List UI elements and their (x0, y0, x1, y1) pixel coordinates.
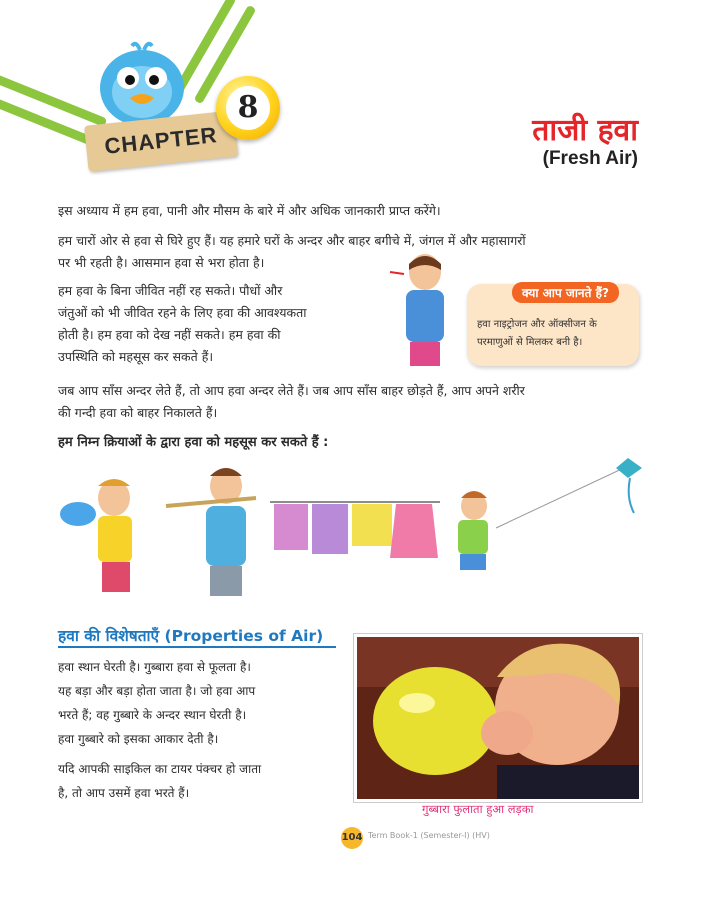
paragraph-line: उपस्थिति को महसूस कर सकते हैं। (58, 349, 214, 364)
girl-flying-kite-icon (458, 458, 642, 570)
page-number: 104 (341, 827, 363, 849)
intro-paragraph: इस अध्याय में हम हवा, पानी और मौसम के बारे में और अधिक जानकारी प्राप्त करेंगे। (58, 203, 441, 218)
properties-line: हवा गुब्बारे को इसका आकार देती है। (58, 732, 219, 746)
paragraph-line: जंतुओं को भी जीवित रहने के लिए हवा की आवश्यकता (58, 305, 307, 320)
paragraph-line: जब आप साँस अन्दर लेते हैं, तो आप हवा अन्दर लेते हैं। जब आप साँस बाहर छोड़ते हैं, आप अपने शरीर (58, 383, 525, 398)
section-heading: हवा की विशेषताएँ (Properties of Air) (58, 627, 324, 645)
boy-breathing-illustration (390, 250, 460, 370)
balloon-photo (354, 634, 642, 802)
did-you-know-box (467, 284, 639, 366)
paragraph-line: की गन्दी हवा को बाहर निकालते हैं। (58, 405, 218, 420)
activities-heading: हम निम्न क्रियाओं के द्वारा हवा को महसूस कर सकते हैं : (58, 435, 329, 450)
chapter-number-badge (216, 76, 280, 140)
properties-line: भरते हैं; वह गुब्बारे के अन्दर स्थान घेरती है। (58, 708, 247, 722)
paragraph-line: होती है। हम हवा को देख नहीं सकते। हम हवा की (58, 327, 281, 342)
properties-line: हवा स्थान घेरती है। गुब्बारा हवा से फूलता है। (58, 660, 251, 674)
properties-line: यह बड़ा और बड़ा होता जाता है। जो हवा आप (58, 684, 256, 698)
boy-playing-flute-icon (166, 468, 256, 596)
clothes-on-line-icon (270, 502, 440, 558)
boy-with-balloon-image (357, 637, 639, 799)
paragraph-line: पर भी रहती है। आसमान हवा से भरा होता है। (58, 255, 265, 270)
page-title-english: (Fresh Air) (542, 148, 638, 169)
paragraph-line: हम चारों ओर से हवा से घिरे हुए हैं। यह हमारे घरों के अन्दर और बाहर बगीचे में, जंगल में और महासागरों (58, 233, 526, 248)
paragraph-line: हम हवा के बिना जीवित नहीं रह सकते। पौधों और (58, 283, 283, 298)
did-you-know-line: परमाणुओं से मिलकर बनी है। (477, 337, 583, 348)
did-you-know-heading: क्या आप जानते हैं? (512, 282, 619, 303)
page-title-hindi: ताजी हवा (532, 113, 638, 148)
chapter-number: 8 (226, 86, 270, 130)
section-underline (58, 646, 336, 648)
boy-blowing-balloon-icon (60, 479, 132, 592)
activities-illustration (56, 458, 656, 608)
chapter-label: CHAPTER (103, 122, 219, 159)
footer-book-text: Term Book-1 (Semester-I) (HV) (368, 831, 490, 840)
did-you-know-line: हवा नाइट्रोजन और ऑक्सीजन के (477, 319, 597, 330)
did-you-know-text (477, 316, 633, 352)
properties-line: है, तो आप उसमें हवा भरते हैं। (58, 786, 190, 800)
properties-line: यदि आपकी साइकिल का टायर पंक्चर हो जाता (58, 762, 262, 776)
photo-caption: गुब्बारा फुलाता हुआ लड़का (422, 802, 534, 816)
